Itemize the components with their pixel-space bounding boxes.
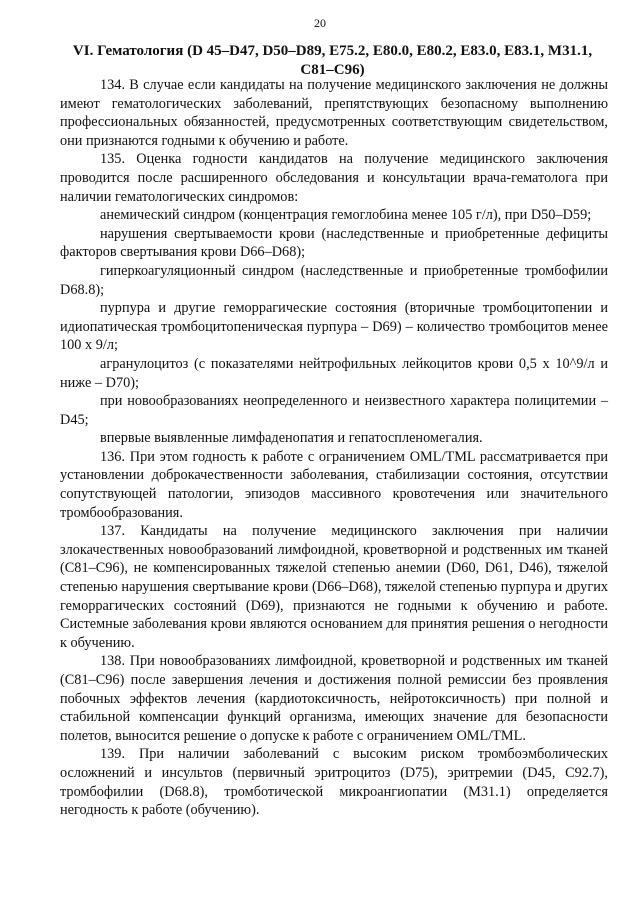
section-heading-line-1: VI. Гематология (D 45–D47, D50–D89, E75.2, E80.0, E80.2, E83.0, E83.1, M31.1, — [72, 43, 593, 59]
paragraph-138: 138. При новообразованиях лимфоидной, кроветворной и родственных им тканей (C81–C96) после завершения лечения и достижения полной ремиссии без проявления побочных эффектов лечения (кардиотоксичность, нейротоксичность) при полной и стабильной компенсации функций организма, имеющих значение для безопасности полетов, выносится решение о допуске к работе с ограничением OML/TML. — [60, 653, 608, 744]
paragraph-136: 136. При этом годность к работе с ограничением OML/TML рассматривается при установлении доброкачественности заболевания, стабилизации состояния, отсутствии сопутствующей патологии, эпизодов массивного кровотечения или значительного тромбообразования. — [60, 448, 608, 521]
list-item-anemia: анемический синдром (концентрация гемоглобина менее 105 г/л), при D50–D59; — [100, 207, 592, 224]
paragraph-135: 135. Оценка годности кандидатов на получение медицинского заключения проводится после расширенного обследования и консультации врача-гематолога при наличии гематологических синдромов: — [60, 151, 608, 205]
list-item-purpura: пурпура и другие геморрагические состояния (вторичные тромбоцитопении и идиопатическая тромбоцитопеническая пурпура – D69) – количество тромбоцитов менее 100 х 9/л; — [60, 300, 608, 354]
list-item-coagulation: нарушения свертываемости крови (наследственные и приобретенные дефициты факторов свертывания крови D66–D68); — [60, 225, 608, 261]
paragraph-134: 134. В случае если кандидаты на получение медицинского заключения не должны имеют гематологических заболеваний, препятствующих безопасному выполнению профессиональных обязанностей, предусмотренных соответствующим свидетельством, они признаются годными к обучению и работе. — [60, 77, 608, 149]
paragraph-137: 137. Кандидаты на получение медицинского заключения при наличии злокачественных новообразований лимфоидной, кроветворной и родственных им тканей (C81–C96), не компенсированных тяжелой степенью анемии (D60, D61, D46), тяжелой степенью нарушения свертывание крови (D66–D68), тяжелой степенью пурпура и других геморрагических состояний (D69), признаются не годными к обучению и работе. Системные заболевания крови являются основанием для принятия решения о негодности к обучению. — [60, 523, 608, 651]
section-heading — [60, 42, 605, 80]
list-item-hypercoagulation: гиперкоагуляционный синдром (наследственные и приобретенные тромбофилии D68.8); — [60, 262, 608, 298]
body-text — [60, 76, 608, 820]
paragraph-139: 139. При наличии заболеваний с высоким риском тромбоэмболических осложнений и инсультов (первичный эритроцитоз (D75), эритремии (D45, C92.7), тромбофилии (D68.8), тромботической микроангиопатии (M31.1) определяется негодность к работе (обучению). — [60, 746, 608, 819]
section-heading-line-2: C81–C96) — [300, 62, 365, 78]
page-number: 20 — [314, 16, 326, 30]
list-item-lymphadenopathy: впервые выявленные лимфаденопатия и гепатоспленомегалия. — [100, 430, 483, 447]
list-item-agranulocytosis: агранулоцитоз (с показателями нейтрофильных лейкоцитов крови 0,5 х 10^9/л и ниже – D70); — [60, 355, 608, 391]
list-item-neoplasms: при новообразованиях неопределенного и неизвестного характера полицитемии – D45; — [60, 393, 608, 428]
